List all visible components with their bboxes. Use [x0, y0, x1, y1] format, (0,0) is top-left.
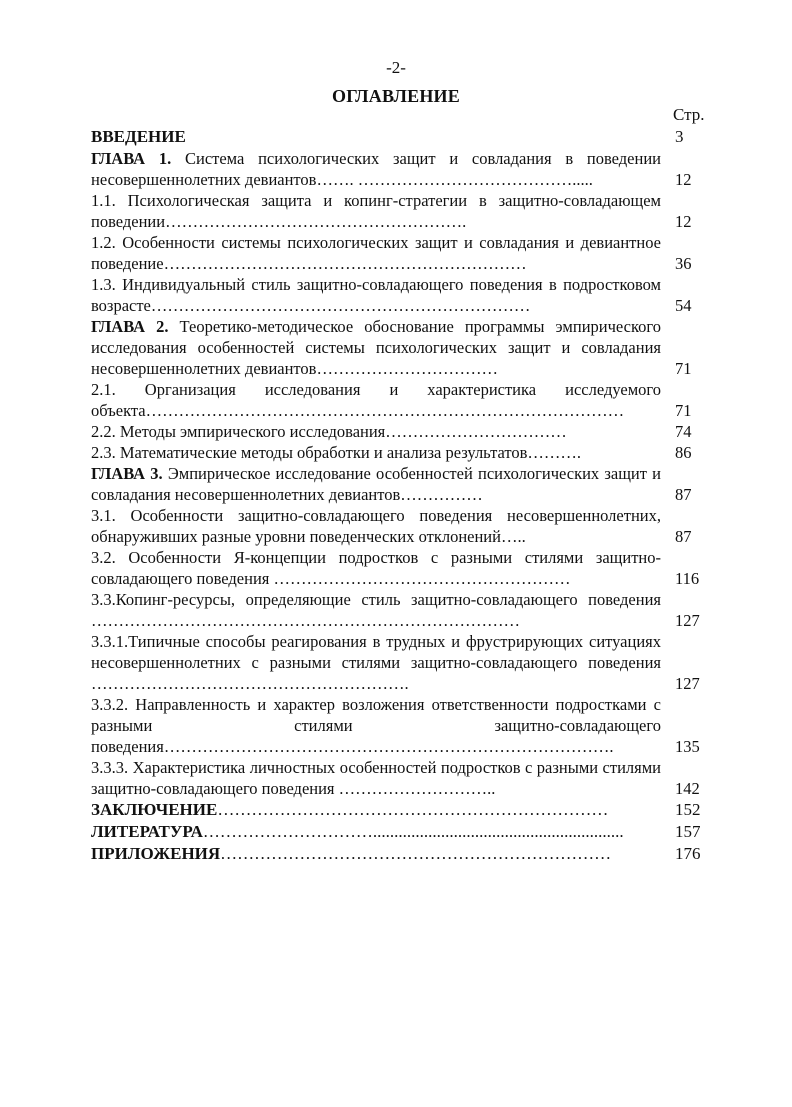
- toc-entry-chapter-1[interactable]: [91, 148, 713, 190]
- toc-entry-literature[interactable]: [91, 821, 713, 843]
- toc-entry-3-3-2[interactable]: [91, 694, 713, 757]
- toc-entry-page: 87: [675, 485, 692, 504]
- toc-entry-page: 54: [675, 296, 692, 315]
- toc-entry-text: 2.2. Методы эмпирического исследования……………………………: [91, 422, 567, 441]
- toc-entry-page: 3: [675, 127, 684, 146]
- toc-entry-label: ЛИТЕРАТУРА: [91, 822, 203, 841]
- toc-entry-label: ЗАКЛЮЧЕНИЕ: [91, 800, 218, 819]
- toc-entry-text: 2.3. Математические методы обработки и анализа результатов……….: [91, 443, 582, 462]
- toc-entry-text: 3.3.2. Направленность и характер возложения ответственности подростками с разными стилями защитно-совладающего поведения……………………………………………………………………….: [91, 695, 661, 756]
- toc-entry-page: 74: [675, 422, 692, 441]
- toc-entry-introduction[interactable]: [91, 126, 713, 148]
- toc-entry-text: 1.3. Индивидуальный стиль защитно-совладающего поведения в подростковом возрасте……………………………………………………………: [91, 275, 661, 315]
- toc-entry-text: 3.3.3. Характеристика личностных особенностей подростков с разными стилями защитно-совладающего поведения ………………………..: [91, 758, 661, 798]
- toc-entry-page: 116: [675, 569, 700, 588]
- toc-entry-chapter-3[interactable]: [91, 463, 713, 505]
- toc-entry-page: 157: [675, 822, 701, 841]
- table-of-contents: [91, 126, 713, 865]
- toc-entry-label: ГЛАВА 3.: [91, 464, 163, 483]
- toc-entry-page: 152: [675, 800, 701, 819]
- toc-entry-conclusion[interactable]: [91, 799, 713, 821]
- toc-entry-text: Теоретико-методическое обоснование программы эмпирического исследования особенностей системы психологических защит и совладания несовершеннолетних девиантов……………………………: [91, 317, 661, 378]
- toc-entry-1-1[interactable]: [91, 190, 713, 232]
- toc-entry-2-3[interactable]: [91, 442, 713, 463]
- toc-entry-label: ПРИЛОЖЕНИЯ: [91, 844, 221, 863]
- toc-entry-text: ……………………………………………………………: [220, 844, 612, 863]
- toc-entry-3-3-3[interactable]: [91, 757, 713, 799]
- toc-entry-page: 127: [675, 611, 700, 630]
- toc-entry-page: 86: [675, 443, 692, 462]
- toc-entry-page: 135: [675, 737, 700, 756]
- toc-entry-page: 71: [675, 401, 692, 420]
- toc-entry-label: ГЛАВА 2.: [91, 317, 169, 336]
- toc-entry-page: 176: [675, 844, 701, 863]
- toc-entry-text: 3.1. Особенности защитно-совладающего поведения несовершеннолетних, обнаруживших разные уровни поведенческих отклонений…..: [91, 506, 661, 546]
- toc-entry-text: Эмпирическое исследование особенностей психологических защит и совладания несовершеннолетних девиантов……………: [91, 464, 661, 504]
- toc-entry-3-2[interactable]: [91, 547, 713, 589]
- toc-entry-page: 71: [675, 359, 692, 378]
- toc-entry-3-1[interactable]: [91, 505, 713, 547]
- toc-entry-appendices[interactable]: [91, 843, 713, 865]
- toc-entry-text: Система психологических защит и совладания в поведении несовершеннолетних девиантов……. ………………………………….....: [91, 149, 661, 189]
- page-column-header: Стр.: [673, 105, 705, 124]
- toc-entry-text: 2.1. Организация исследования и характеристика исследуемого объекта……………………………………………………………………………: [91, 380, 661, 420]
- toc-entry-page: 12: [675, 212, 692, 231]
- toc-entry-text: …………………………...........................................................: [202, 822, 624, 841]
- toc-entry-1-3[interactable]: [91, 274, 713, 316]
- toc-entry-text: 3.3.Копинг-ресурсы, определяющие стиль защитно-совладающего поведения ……………………………………………………………………: [91, 590, 661, 630]
- toc-entry-1-2[interactable]: [91, 232, 713, 274]
- page-number: -2-: [386, 58, 406, 77]
- toc-entry-text: ……………………………………………………………: [217, 800, 609, 819]
- toc-entry-text: 1.1. Психологическая защита и копинг-стратегии в защитно-совладающем поведении……………………………………………….: [91, 191, 661, 231]
- toc-entry-page: 12: [675, 170, 692, 189]
- toc-entry-text: 3.3.1.Типичные способы реагирования в трудных и фрустрирующих ситуациях несовершеннолетних с разными стилями защитно-совладающего поведения ………………………………………………….: [91, 632, 661, 693]
- toc-entry-3-3-1[interactable]: [91, 631, 713, 694]
- toc-entry-text: 1.2. Особенности системы психологических защит и совладания и девиантное поведение…………………………………………………………: [91, 233, 661, 273]
- toc-entry-page: 87: [675, 527, 692, 546]
- toc-entry-label: ВВЕДЕНИЕ: [91, 127, 186, 146]
- toc-entry-page: 142: [675, 779, 700, 798]
- toc-entry-label: ГЛАВА 1.: [91, 149, 172, 168]
- toc-entry-page: 127: [675, 674, 700, 693]
- toc-entry-chapter-2[interactable]: [91, 316, 713, 379]
- toc-entry-2-2[interactable]: [91, 421, 713, 442]
- toc-entry-3-3[interactable]: [91, 589, 713, 631]
- toc-title: ОГЛАВЛЕНИЕ: [332, 86, 460, 106]
- toc-entry-text: 3.2. Особенности Я-концепции подростков с разными стилями защитно-совладающего поведения ………………………………………………: [91, 548, 661, 588]
- toc-entry-page: 36: [675, 254, 692, 273]
- toc-entry-2-1[interactable]: [91, 379, 713, 421]
